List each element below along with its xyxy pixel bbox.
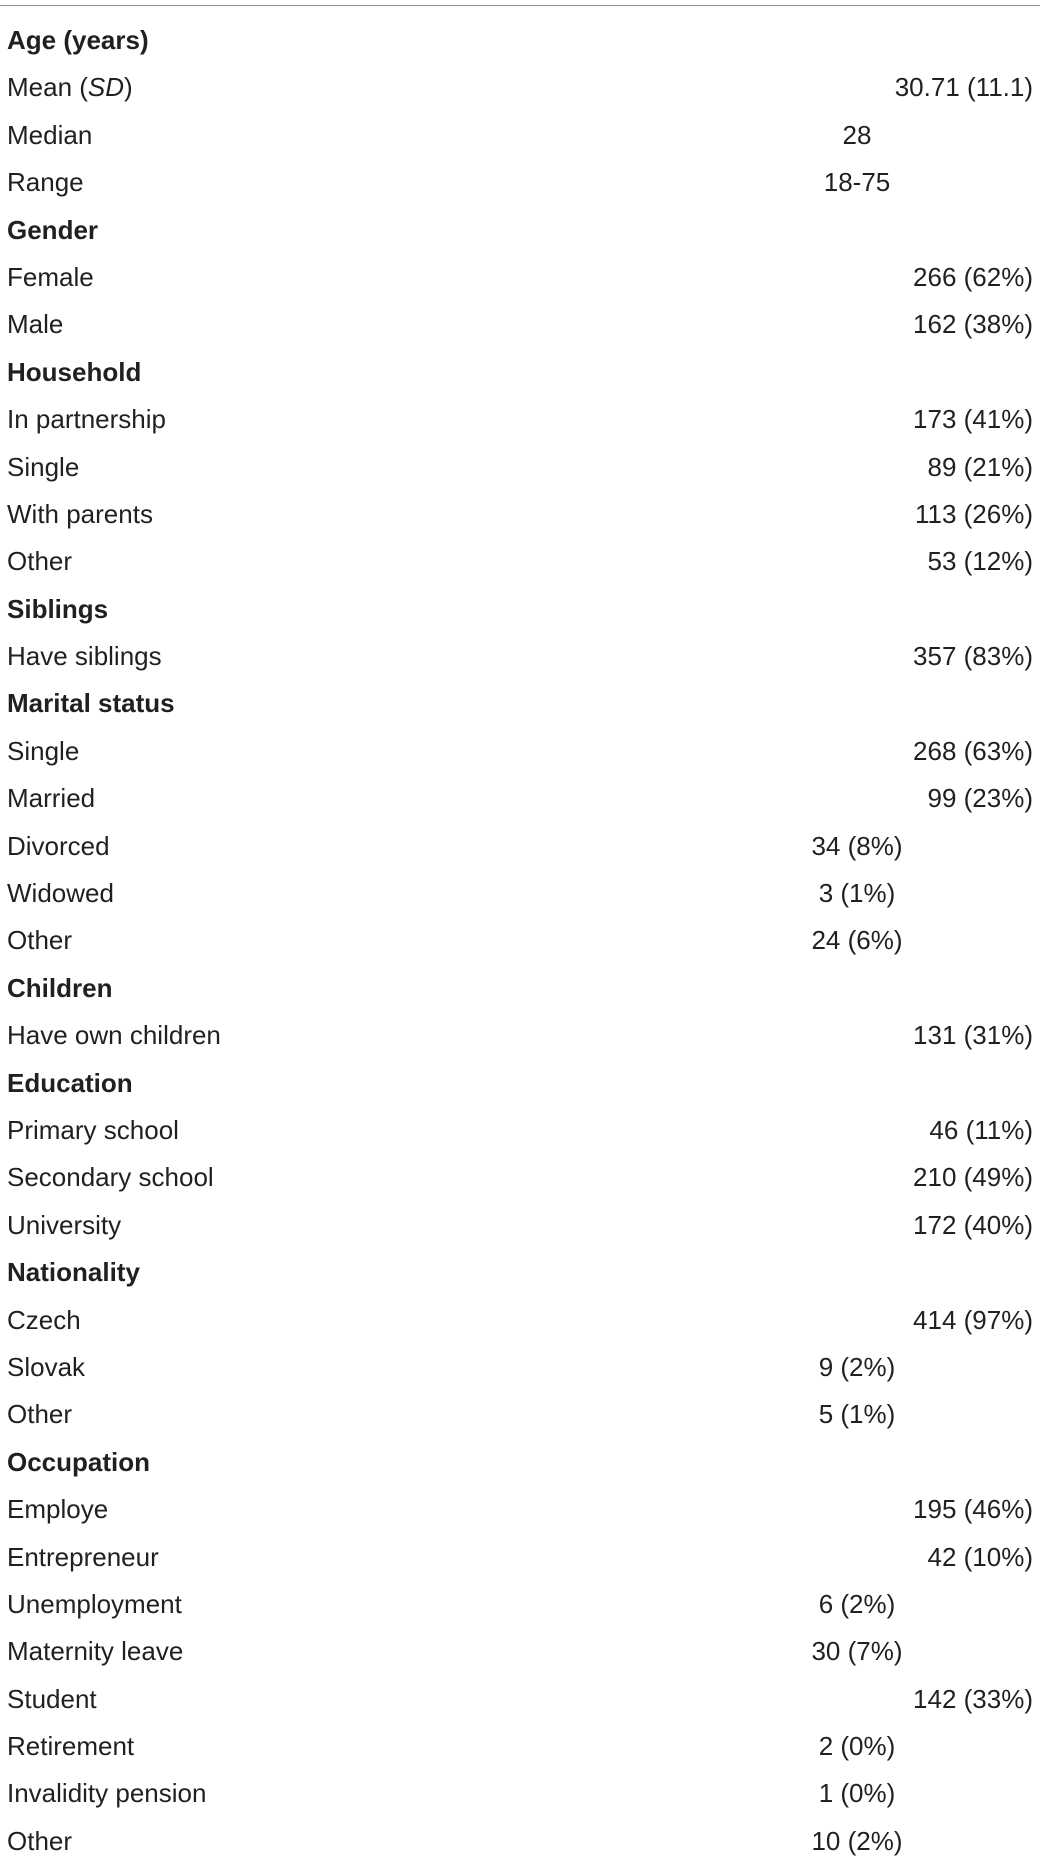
table-top-rule bbox=[0, 5, 1040, 6]
table-row bbox=[7, 491, 1033, 538]
row-value: 195 (46%) bbox=[913, 1494, 1033, 1525]
table-row bbox=[7, 1391, 1033, 1438]
table-row bbox=[7, 633, 1033, 680]
row-value: 46 (11%) bbox=[929, 1114, 1033, 1145]
row-value: 113 (26%) bbox=[914, 498, 1033, 529]
row-label: Invalidity pension bbox=[7, 1778, 207, 1809]
section-header-label: Occupation bbox=[7, 1446, 151, 1477]
section-header-label: Education bbox=[7, 1067, 133, 1098]
table-row bbox=[7, 775, 1033, 822]
row-label: Retirement bbox=[7, 1731, 135, 1762]
row-value: 53 (12%) bbox=[927, 546, 1033, 577]
row-label-text: Mean ( bbox=[7, 72, 88, 103]
row-label: Single bbox=[7, 451, 80, 482]
row-value: 28 bbox=[842, 119, 872, 150]
table-row bbox=[7, 1154, 1033, 1201]
row-label: University bbox=[7, 1209, 122, 1240]
row-value: 357 (83%) bbox=[913, 641, 1033, 672]
row-value: 5 (1%) bbox=[818, 1399, 896, 1430]
table-row bbox=[7, 1770, 1033, 1817]
table-row bbox=[7, 1297, 1033, 1344]
row-label: Have siblings bbox=[7, 641, 162, 672]
section-header-label: Age (years) bbox=[7, 25, 149, 55]
section-header-row bbox=[7, 1249, 1033, 1296]
section-header-row bbox=[7, 17, 1033, 64]
row-label: Range bbox=[7, 167, 84, 198]
row-value: 173 (41%) bbox=[913, 404, 1033, 435]
row-value: 131 (31%) bbox=[913, 1020, 1033, 1051]
row-label: Widowed bbox=[7, 878, 114, 909]
table-row bbox=[7, 1012, 1033, 1059]
section-header-row bbox=[7, 680, 1033, 727]
row-value: 10 (2%) bbox=[811, 1825, 903, 1856]
table-row bbox=[7, 870, 1033, 917]
table-row bbox=[7, 112, 1033, 159]
row-label-italic: SD bbox=[87, 72, 125, 103]
table-row bbox=[7, 728, 1033, 775]
row-label: Other bbox=[7, 1825, 73, 1856]
section-header-row bbox=[7, 1060, 1033, 1107]
table-row bbox=[7, 538, 1033, 585]
section-header-label: Marital status bbox=[7, 688, 175, 719]
row-value: 24 (6%) bbox=[811, 925, 903, 956]
row-label: Employe bbox=[7, 1494, 109, 1525]
table-row bbox=[7, 1344, 1033, 1391]
row-value: 18-75 bbox=[823, 167, 891, 198]
row-label: Slovak bbox=[7, 1351, 86, 1382]
row-value: 172 (40%) bbox=[913, 1209, 1033, 1240]
table-row bbox=[7, 1676, 1033, 1723]
row-value: 99 (23%) bbox=[927, 783, 1033, 814]
row-label: Female bbox=[7, 261, 94, 292]
row-value: 162 (38%) bbox=[913, 309, 1033, 340]
table-row bbox=[7, 1818, 1033, 1865]
row-value: 3 (1%) bbox=[818, 878, 896, 909]
demographics-table bbox=[7, 17, 1033, 1865]
row-value: 414 (97%) bbox=[913, 1304, 1033, 1335]
table-row bbox=[7, 1202, 1033, 1249]
section-header-row bbox=[7, 207, 1033, 254]
row-value: 30.71 (11.1) bbox=[894, 72, 1033, 103]
row-value: 268 (63%) bbox=[913, 735, 1033, 766]
row-label: Other bbox=[7, 925, 73, 956]
section-header-label: Gender bbox=[7, 214, 99, 245]
row-label: With parents bbox=[7, 498, 153, 529]
row-label: Student bbox=[7, 1683, 97, 1714]
table-row bbox=[7, 1723, 1033, 1770]
row-label: Entrepreneur bbox=[7, 1541, 159, 1572]
row-value: 6 (2%) bbox=[818, 1588, 896, 1619]
row-label: Divorced bbox=[7, 830, 110, 861]
table-row bbox=[7, 917, 1033, 964]
section-header-row bbox=[7, 1439, 1033, 1486]
table-row bbox=[7, 444, 1033, 491]
row-value: 210 (49%) bbox=[913, 1162, 1033, 1193]
row-value: 30 (7%) bbox=[811, 1636, 903, 1667]
row-value: 42 (10%) bbox=[927, 1541, 1033, 1572]
row-value: 34 (8%) bbox=[811, 830, 903, 861]
table-row bbox=[7, 1486, 1033, 1533]
section-header-row bbox=[7, 586, 1033, 633]
row-label: Secondary school bbox=[7, 1162, 214, 1193]
table-row bbox=[7, 301, 1033, 348]
table-row bbox=[7, 1628, 1033, 1675]
row-label: Maternity leave bbox=[7, 1636, 184, 1667]
row-value: 2 (0%) bbox=[818, 1731, 896, 1762]
table-row bbox=[7, 1534, 1033, 1581]
section-header-row bbox=[7, 965, 1033, 1012]
row-label: Other bbox=[7, 1399, 73, 1430]
table-row bbox=[7, 64, 1033, 111]
table-row bbox=[7, 1581, 1033, 1628]
section-header-row bbox=[7, 349, 1033, 396]
table-row bbox=[7, 159, 1033, 206]
section-header-label: Nationality bbox=[7, 1257, 140, 1288]
row-label: In partnership bbox=[7, 404, 166, 435]
row-value: 142 (33%) bbox=[913, 1683, 1033, 1714]
row-label: Other bbox=[7, 546, 73, 577]
table-row bbox=[7, 396, 1033, 443]
table-row bbox=[7, 1107, 1033, 1154]
row-label: Have own children bbox=[7, 1020, 221, 1051]
section-header-label: Siblings bbox=[7, 593, 109, 624]
row-label-text: ) bbox=[124, 72, 133, 103]
row-label: Single bbox=[7, 735, 80, 766]
row-label: Married bbox=[7, 783, 96, 814]
row-label: Male bbox=[7, 309, 64, 340]
row-label: Czech bbox=[7, 1304, 81, 1335]
row-value: 266 (62%) bbox=[913, 261, 1033, 292]
row-value: 89 (21%) bbox=[927, 451, 1033, 482]
table-row bbox=[7, 254, 1033, 301]
row-value: 1 (0%) bbox=[818, 1778, 896, 1809]
section-header-label: Household bbox=[7, 356, 142, 387]
row-label bbox=[7, 64, 133, 111]
table-row bbox=[7, 823, 1033, 870]
row-value: 9 (2%) bbox=[818, 1351, 896, 1382]
row-label: Primary school bbox=[7, 1114, 179, 1145]
section-header-label: Children bbox=[7, 972, 113, 1003]
row-label: Unemployment bbox=[7, 1588, 182, 1619]
row-label: Median bbox=[7, 119, 93, 150]
